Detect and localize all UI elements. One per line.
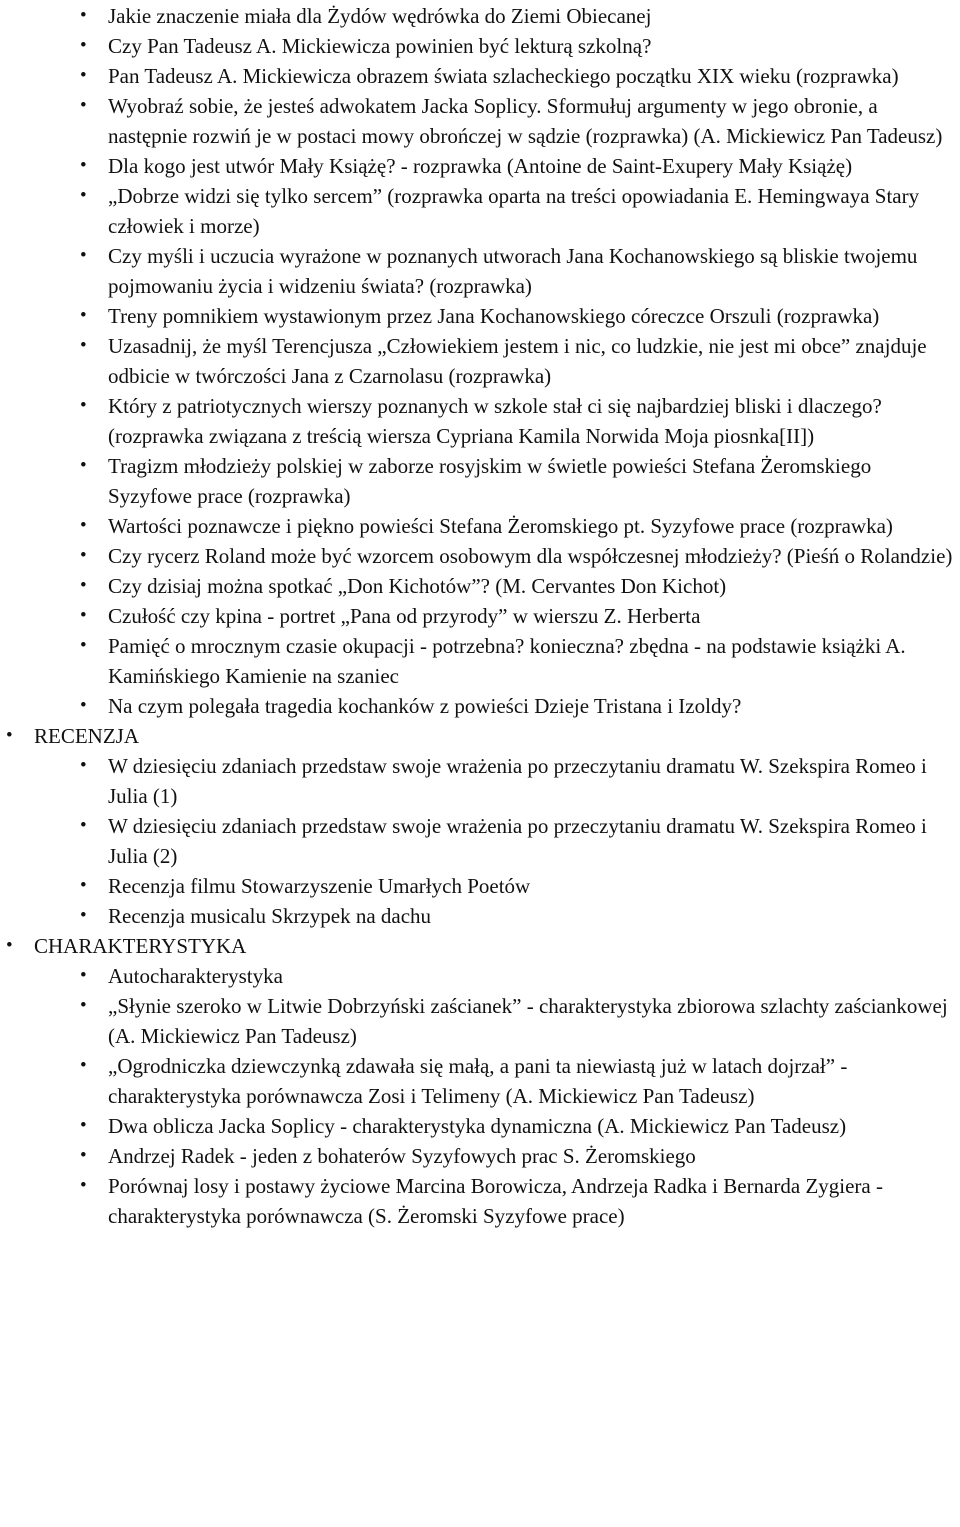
recenzja-list [0, 751, 960, 931]
list-item [0, 151, 960, 181]
bullet-icon: • [6, 725, 13, 746]
list-item-text: Dwa oblicza Jacka Soplicy - charakterystyka dynamiczna (A. Mickiewicz Pan Tadeusz) [108, 1114, 847, 1138]
list-item-text: Tragizm młodzieży polskiej w zaborze rosyjskim w świetle powieści Stefana Żeromskiego Syzyfowe prace (rozprawka) [108, 454, 872, 508]
list-item-text: Recenzja filmu Stowarzyszenie Umarłych Poetów [108, 874, 531, 898]
list-item [0, 601, 960, 631]
list-item [0, 1141, 960, 1171]
list-item [0, 691, 960, 721]
list-item-text: Pan Tadeusz A. Mickiewicza obrazem świata szlacheckiego początku XIX wieku (rozprawka) [108, 64, 899, 88]
bullet-icon: • [80, 65, 87, 86]
list-item [0, 961, 960, 991]
list-item-text: „Ogrodniczka dziewczynką zdawała się małą, a pani ta niewiastą już w latach dojrzał” - charakterystyka porównawcza Zosi i Telimeny (A. Mickiewicz Pan Tadeusz) [108, 1054, 848, 1108]
bullet-icon: • [80, 185, 87, 206]
bullet-icon: • [80, 515, 87, 536]
bullet-icon: • [80, 575, 87, 596]
bullet-icon: • [80, 245, 87, 266]
section-title: RECENZJA [34, 724, 139, 748]
list-item-text: Pamięć o mrocznym czasie okupacji - potrzebna? konieczna? zbędna - na podstawie książki A. Kamińskiego Kamienie na szaniec [108, 634, 906, 688]
section-title: CHARAKTERYSTYKA [34, 934, 247, 958]
bullet-icon: • [80, 395, 87, 416]
bullet-icon: • [80, 605, 87, 626]
list-item-text: Porównaj losy i postawy życiowe Marcina Borowicza, Andrzeja Radka i Bernarda Zygiera - charakterystyka porównawcza (S. Żeromski Syzyfowe prace) [108, 1174, 883, 1228]
list-item [0, 1, 960, 31]
list-item-text: Czułość czy kpina - portret „Pana od przyrody” w wierszu Z. Herberta [108, 604, 701, 628]
list-item [0, 511, 960, 541]
bullet-icon: • [6, 935, 13, 956]
list-item-text: „Dobrze widzi się tylko sercem” (rozprawka oparta na treści opowiadania E. Hemingwaya Stary człowiek i morze) [108, 184, 920, 238]
sections-list-2 [0, 931, 960, 961]
list-item [0, 901, 960, 931]
bullet-icon: • [80, 755, 87, 776]
list-item [0, 301, 960, 331]
list-item-text: Recenzja musicalu Skrzypek na dachu [108, 904, 432, 928]
list-item [0, 1111, 960, 1141]
bullet-icon: • [80, 455, 87, 476]
list-item-text: Andrzej Radek - jeden z bohaterów Syzyfowych prac S. Żeromskiego [108, 1144, 696, 1168]
bullet-icon: • [80, 545, 87, 566]
list-item [0, 1051, 960, 1111]
list-item [0, 571, 960, 601]
list-item [0, 991, 960, 1051]
list-item [0, 91, 960, 151]
list-item-text: Czy myśli i uczucia wyrażone w poznanych utworach Jana Kochanowskiego są bliskie twojemu pojmowaniu życia i widzeniu świata? (rozprawka) [108, 244, 918, 298]
list-item-text: Jakie znaczenie miała dla Żydów wędrówka do Ziemi Obiecanej [108, 4, 652, 28]
bullet-icon: • [80, 965, 87, 986]
list-item-text: Czy dzisiaj można spotkać „Don Kichotów”? (M. Cervantes Don Kichot) [108, 574, 727, 598]
list-item [0, 31, 960, 61]
list-item [0, 541, 960, 571]
sections-list [0, 721, 960, 751]
bullet-icon: • [80, 95, 87, 116]
bullet-icon: • [80, 35, 87, 56]
bullet-icon: • [80, 995, 87, 1016]
bullet-icon: • [80, 1145, 87, 1166]
list-item-text: Uzasadnij, że myśl Terencjusza „Człowiekiem jestem i nic, co ludzkie, nie jest mi obce” znajduje odbicie w twórczości Jana z Czarnolasu (rozprawka) [108, 334, 927, 388]
list-item [0, 1171, 960, 1231]
bullet-icon: • [80, 1115, 87, 1136]
list-item [0, 811, 960, 871]
list-item [0, 391, 960, 451]
bullet-icon: • [80, 815, 87, 836]
list-item [0, 451, 960, 511]
list-item [0, 241, 960, 301]
list-item-text: Na czym polegała tragedia kochanków z powieści Dzieje Tristana i Izoldy? [108, 694, 742, 718]
bullet-icon: • [80, 1175, 87, 1196]
bullet-icon: • [80, 905, 87, 926]
list-item-text: W dziesięciu zdaniach przedstaw swoje wrażenia po przeczytaniu dramatu W. Szekspira Romeo i Julia (1) [108, 754, 927, 808]
bullet-icon: • [80, 695, 87, 716]
list-item [0, 61, 960, 91]
list-item [0, 331, 960, 391]
charakterystyka-list [0, 961, 960, 1231]
list-item-text: Dla kogo jest utwór Mały Książę? - rozprawka (Antoine de Saint-Exupery Mały Książę) [108, 154, 853, 178]
list-item-text: Czy rycerz Roland może być wzorcem osobowym dla współczesnej młodzieży? (Pieśń o Rolandzie) [108, 544, 953, 568]
bullet-icon: • [80, 1055, 87, 1076]
list-item-text: Treny pomnikiem wystawionym przez Jana Kochanowskiego córeczce Orszuli (rozprawka) [108, 304, 880, 328]
bullet-icon: • [80, 155, 87, 176]
list-item-text: Który z patriotycznych wierszy poznanych w szkole stał ci się najbardziej bliski i dlaczego? (rozprawka związana z treścią wiersza Cypriana Kamila Norwida Moja piosnka[II]) [108, 394, 882, 448]
list-item-text: Wartości poznawcze i piękno powieści Stefana Żeromskiego pt. Syzyfowe prace (rozprawka) [108, 514, 893, 538]
list-item [0, 751, 960, 811]
bullet-icon: • [80, 635, 87, 656]
list-item-text: Czy Pan Tadeusz A. Mickiewicza powinien być lekturą szkolną? [108, 34, 652, 58]
list-item-text: „Słynie szeroko w Litwie Dobrzyński zaścianek” - charakterystyka zbiorowa szlachty zaściankowej (A. Mickiewicz Pan Tadeusz) [108, 994, 948, 1048]
section-charakterystyka [0, 931, 960, 961]
list-item-text: W dziesięciu zdaniach przedstaw swoje wrażenia po przeczytaniu dramatu W. Szekspira Romeo i Julia (2) [108, 814, 927, 868]
rozprawka-list [0, 1, 960, 721]
list-item [0, 631, 960, 691]
bullet-icon: • [80, 305, 87, 326]
list-item [0, 181, 960, 241]
list-item [0, 871, 960, 901]
list-item-text: Wyobraź sobie, że jesteś adwokatem Jacka Soplicy. Sformułuj argumenty w jego obronie, a następnie rozwiń je w postaci mowy obrończej w sądzie (rozprawka) (A. Mickiewicz Pan Tadeusz) [108, 94, 943, 148]
bullet-icon: • [80, 5, 87, 26]
list-item-text: Autocharakterystyka [108, 964, 283, 988]
section-recenzja [0, 721, 960, 751]
bullet-icon: • [80, 875, 87, 896]
bullet-icon: • [80, 335, 87, 356]
